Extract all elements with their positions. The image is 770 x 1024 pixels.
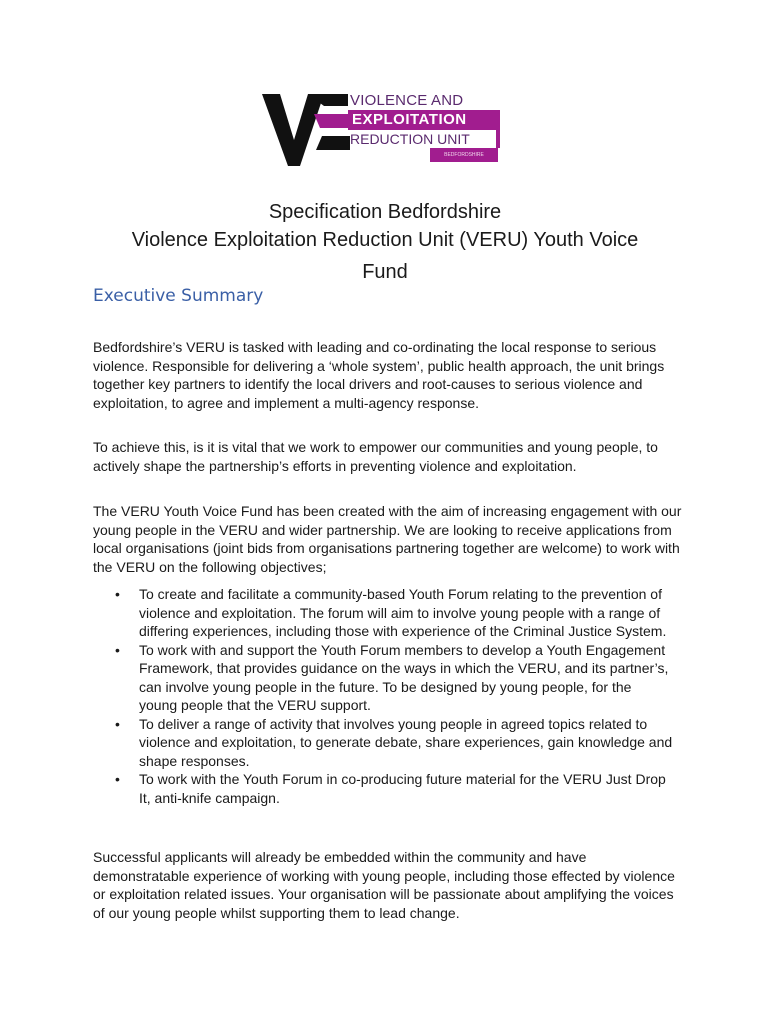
paragraph-3 <box>93 502 683 576</box>
paragraph-2-text: To achieve this, is it is vital that we work to empower our communities and young people, to actively shape the partnership’s efforts in preventing violence and exploitation. <box>93 439 658 474</box>
logo-line-bedfordshire: BEDFORDSHIRE <box>430 148 498 162</box>
objective-text: To create and facilitate a community-based Youth Forum relating to the prevention of violence and exploitation. The forum will aim to involve young people with a range of differing experiences, including those with experience of the Criminal Justice System. <box>139 586 667 639</box>
paragraph-4 <box>93 848 683 922</box>
bullet-icon: • <box>115 641 120 658</box>
logo-line-reduction-unit <box>348 130 496 148</box>
list-item <box>93 715 673 771</box>
logo-line-exploitation: EXPLOITATION <box>348 110 500 130</box>
title-line-2: Violence Exploitation Reduction Unit (VERU) Youth Voice <box>131 229 639 251</box>
list-item <box>93 641 673 715</box>
logo-line-violence-and: VIOLENCE AND <box>348 92 496 110</box>
paragraph-1 <box>93 338 683 412</box>
section-heading-executive-summary: Executive Summary <box>93 286 264 306</box>
bullet-icon: • <box>115 586 120 602</box>
paragraph-3-text: The VERU Youth Voice Fund has been created with the aim of increasing engagement with our young people in the VERU and wider partnership. We are looking to receive applications from local organisations (joint bids from organisations partnering together are welcome) to work with the VERU on the following objectives; <box>93 503 682 575</box>
title-line-3: Fund <box>362 261 408 283</box>
v-logo-mark-icon <box>262 92 352 166</box>
page-title <box>90 198 680 286</box>
logo-accent-bar <box>496 130 500 148</box>
bullet-icon: • <box>115 771 120 787</box>
list-item <box>93 770 673 807</box>
list-item <box>93 585 673 641</box>
objective-text: To deliver a range of activity that involves young people in agreed topics related to violence and exploitation, to generate debate, share experiences, gain knowledge and shape responses. <box>139 715 673 769</box>
paragraph-2 <box>93 438 683 475</box>
bullet-icon: • <box>115 715 120 732</box>
logo-line-reduction-unit-text: REDUCTION UNIT <box>350 131 470 147</box>
paragraph-1-text: Bedfordshire’s VERU is tasked with leading and co-ordinating the local response to serious violence. Responsible for delivering a ‘whole system’, public health approach, the unit brings together key partners to identify the local drivers and root-causes to serious violence and exploitation, to agree and implement a multi-agency response. <box>93 339 665 411</box>
objectives-list <box>93 585 673 807</box>
veru-logo <box>262 90 502 166</box>
objective-text: To work with the Youth Forum in co-producing future material for the VERU Just Drop It, anti-knife campaign. <box>139 771 666 806</box>
title-line-1: Specification Bedfordshire <box>268 201 502 223</box>
objective-text: To work with and support the Youth Forum members to develop a Youth Engagement Framework, that provides guidance on the ways in which the VERU, and its partner’s, can involve young people in the future. To be designed by young people, for the young people that the VERU support. <box>139 641 669 713</box>
paragraph-4-text: Successful applicants will already be embedded within the community and have demonstratable experience of working with young people, including those effected by violence or exploitation related issues. Your organisation will be passionate about amplifying the voices of our young people whilst supporting them to lead change. <box>93 849 675 921</box>
